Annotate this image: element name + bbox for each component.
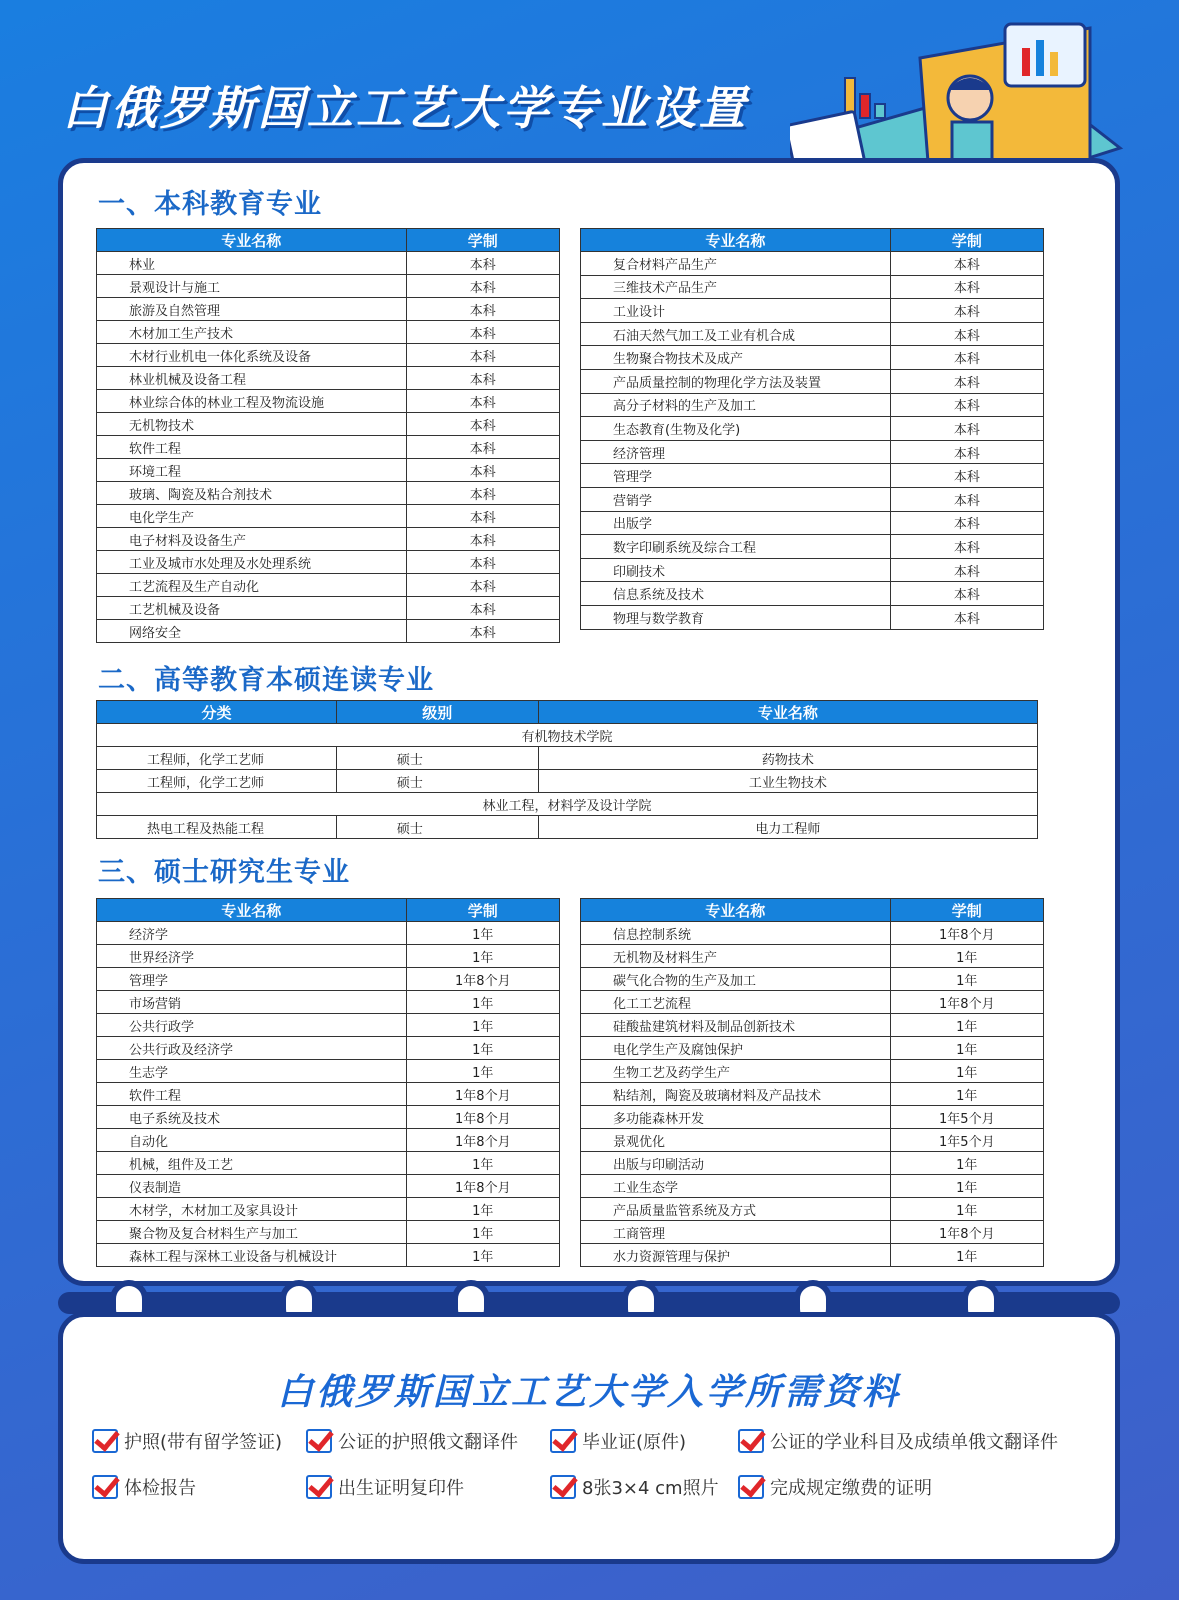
duration-cell: 本科 [890,582,1043,606]
major-name-cell: 三维技术产品生产 [581,275,891,299]
doc-label: 护照(带有留学签证) [124,1432,283,1453]
section-title-master: 三、硕士研究生专业 [98,857,350,888]
duration-cell: 1年 [890,945,1043,968]
table-row [581,1198,1044,1221]
duration-cell: 1年8个月 [406,1083,559,1106]
duration-cell: 1年8个月 [406,1129,559,1152]
table-row [97,1083,560,1106]
col-header-major: 专业名称 [581,229,891,252]
doc-label: 体检报告 [124,1478,196,1499]
major-name-cell: 景观设计与施工 [97,275,407,298]
major-name-cell: 生态教育(生物及化学) [581,417,891,441]
major-name-cell: 机械，组件及工艺 [97,1152,407,1175]
table-row [97,1014,560,1037]
major-cell: 工业生物技术 [538,770,1037,793]
table-row [581,440,1044,464]
major-name-cell: 复合材料产品生产 [581,252,891,276]
duration-cell: 1年 [406,945,559,968]
major-cell: 药物技术 [538,747,1037,770]
duration-cell: 本科 [890,346,1043,370]
duration-cell: 本科 [406,321,559,344]
table-row [97,991,560,1014]
duration-cell: 1年 [406,991,559,1014]
duration-cell: 本科 [890,558,1043,582]
check-icon [92,1475,118,1499]
table-row [97,482,560,505]
duration-cell: 本科 [890,605,1043,629]
duration-cell: 本科 [406,275,559,298]
table-row [97,1106,560,1129]
bachelor-table-right [580,228,1044,630]
major-name-cell: 信息控制系统 [581,922,891,945]
table-row [97,816,1038,839]
check-icon [306,1429,332,1453]
major-name-cell: 世界经济学 [97,945,407,968]
duration-cell: 1年 [406,1221,559,1244]
duration-cell: 本科 [890,511,1043,535]
major-name-cell: 硅酸盐建筑材料及制品创新技术 [581,1014,891,1037]
doc-label: 公证的学业科目及成绩单俄文翻译件 [770,1432,1058,1453]
duration-cell: 1年 [406,1244,559,1267]
duration-cell: 1年 [406,1152,559,1175]
col-header-major: 专业名称 [581,899,891,922]
major-name-cell: 林业机械及设备工程 [97,367,407,390]
major-name-cell: 软件工程 [97,1083,407,1106]
table-row [97,747,1038,770]
duration-cell: 1年 [890,1037,1043,1060]
table-row [97,321,560,344]
major-name-cell: 软件工程 [97,436,407,459]
major-name-cell: 碳气化合物的生产及加工 [581,968,891,991]
duration-cell: 1年8个月 [406,968,559,991]
duration-cell: 本科 [406,574,559,597]
table-row [97,505,560,528]
col-header-level: 级别 [336,701,538,724]
col-header-category: 分类 [97,701,337,724]
col-header-duration: 学制 [890,899,1043,922]
table-row [97,275,560,298]
duration-cell: 1年5个月 [890,1129,1043,1152]
major-name-cell: 产品质量控制的物理化学方法及装置 [581,369,891,393]
doc-item [738,1428,1058,1454]
table-row [581,945,1044,968]
duration-cell: 本科 [406,597,559,620]
table-row [581,1129,1044,1152]
table-row [97,1221,560,1244]
table-row [581,393,1044,417]
table-row [581,968,1044,991]
major-name-cell: 电化学生产 [97,505,407,528]
table-row [97,793,1038,816]
col-header-major: 专业名称 [97,229,407,252]
duration-cell: 1年 [890,1083,1043,1106]
duration-cell: 本科 [406,436,559,459]
major-name-cell: 自动化 [97,1129,407,1152]
table-row [97,597,560,620]
integrated-table [96,700,1038,839]
duration-cell: 本科 [890,252,1043,276]
major-name-cell: 旅游及自然管理 [97,298,407,321]
major-name-cell: 木材行业机电一体化系统及设备 [97,344,407,367]
duration-cell: 本科 [406,344,559,367]
major-name-cell: 环境工程 [97,459,407,482]
table-row [97,1037,560,1060]
check-icon [738,1475,764,1499]
col-header-duration: 学制 [890,229,1043,252]
level-cell: 硕士 [336,816,538,839]
major-name-cell: 化工工艺流程 [581,991,891,1014]
col-header-duration: 学制 [406,229,559,252]
check-icon [550,1475,576,1499]
table-row [97,344,560,367]
major-name-cell: 工业及城市水处理及水处理系统 [97,551,407,574]
major-name-cell: 林业 [97,252,407,275]
table-row [581,346,1044,370]
major-name-cell: 管理学 [97,968,407,991]
table-row [581,275,1044,299]
table-row [97,459,560,482]
duration-cell: 1年 [406,1198,559,1221]
table-row [581,464,1044,488]
table-row [581,1083,1044,1106]
doc-item [92,1428,282,1454]
major-name-cell: 数字印刷系统及综合工程 [581,535,891,559]
table-row [581,299,1044,323]
major-name-cell: 物理与数学教育 [581,605,891,629]
level-cell: 硕士 [336,747,538,770]
duration-cell: 1年 [890,1198,1043,1221]
major-name-cell: 石油天然气加工及工业有机合成 [581,322,891,346]
table-row [581,1037,1044,1060]
duration-cell: 1年8个月 [406,1175,559,1198]
table-row [581,991,1044,1014]
col-header-duration: 学制 [406,899,559,922]
doc-item [550,1428,686,1454]
table-row [97,724,1038,747]
faculty-group: 林业工程，材料学及设计学院 [97,793,1038,816]
major-name-cell: 公共行政及经济学 [97,1037,407,1060]
category-cell: 工程师，化学工艺师 [97,747,337,770]
major-cell: 电力工程师 [538,816,1037,839]
table-row [581,1152,1044,1175]
major-name-cell: 经济管理 [581,440,891,464]
duration-cell: 1年 [890,1175,1043,1198]
table-row [97,1060,560,1083]
duration-cell: 本科 [890,393,1043,417]
table-row [97,1244,560,1267]
major-name-cell: 工业生态学 [581,1175,891,1198]
major-name-cell: 市场营销 [97,991,407,1014]
major-name-cell: 高分子材料的生产及加工 [581,393,891,417]
doc-item [306,1428,518,1454]
major-name-cell: 生志学 [97,1060,407,1083]
major-name-cell: 聚合物及复合材料生产与加工 [97,1221,407,1244]
table-row [97,252,560,275]
duration-cell: 1年 [890,1244,1043,1267]
duration-cell: 1年 [890,1014,1043,1037]
table-row [581,558,1044,582]
table-row [97,436,560,459]
major-name-cell: 木材学，木材加工及家具设计 [97,1198,407,1221]
major-name-cell: 仪表制造 [97,1175,407,1198]
major-name-cell: 网络安全 [97,620,407,643]
major-name-cell: 经济学 [97,922,407,945]
major-name-cell: 多功能森林开发 [581,1106,891,1129]
duration-cell: 本科 [406,413,559,436]
bachelor-table-left [96,228,560,643]
major-name-cell: 出版学 [581,511,891,535]
major-name-cell: 玻璃、陶瓷及粘合剂技术 [97,482,407,505]
duration-cell: 本科 [406,298,559,321]
doc-item [92,1474,196,1500]
duration-cell: 1年 [890,1060,1043,1083]
duration-cell: 本科 [406,367,559,390]
table-row [97,574,560,597]
master-table-left [96,898,560,1267]
table-row [581,1244,1044,1267]
table-row [581,487,1044,511]
table-row [97,1198,560,1221]
duration-cell: 1年 [406,1037,559,1060]
major-name-cell: 出版与印刷活动 [581,1152,891,1175]
major-name-cell: 电子材料及设备生产 [97,528,407,551]
table-row [581,582,1044,606]
check-icon [92,1429,118,1453]
table-row [97,968,560,991]
major-name-cell: 电子系统及技术 [97,1106,407,1129]
page-title: 白俄罗斯国立工艺大学专业设置 [62,81,748,135]
duration-cell: 本科 [406,390,559,413]
table-row [97,551,560,574]
table-row [581,605,1044,629]
faculty-group: 有机物技术学院 [97,724,1038,747]
table-row [97,413,560,436]
duration-cell: 本科 [406,252,559,275]
duration-cell: 本科 [406,551,559,574]
duration-cell: 1年8个月 [890,1221,1043,1244]
duration-cell: 本科 [406,528,559,551]
major-name-cell: 无机物及材料生产 [581,945,891,968]
category-cell: 工程师，化学工艺师 [97,770,337,793]
doc-label: 公证的护照俄文翻译件 [338,1432,518,1453]
table-row [581,369,1044,393]
check-icon [738,1429,764,1453]
duration-cell: 本科 [890,440,1043,464]
table-row [97,922,560,945]
table-row [581,1221,1044,1244]
major-name-cell: 营销学 [581,487,891,511]
major-name-cell: 景观优化 [581,1129,891,1152]
major-name-cell: 水力资源管理与保护 [581,1244,891,1267]
major-name-cell: 无机物技术 [97,413,407,436]
duration-cell: 本科 [406,505,559,528]
master-table-right [580,898,1044,1267]
table-row [97,945,560,968]
table-row [97,770,1038,793]
documents-title: 白俄罗斯国立工艺大学入学所需资料 [276,1372,901,1413]
major-name-cell: 工商管理 [581,1221,891,1244]
table-row [581,417,1044,441]
category-cell: 热电工程及热能工程 [97,816,337,839]
table-row [97,298,560,321]
major-name-cell: 工艺流程及生产自动化 [97,574,407,597]
table-row [581,322,1044,346]
duration-cell: 本科 [890,464,1043,488]
table-row [581,1014,1044,1037]
check-icon [306,1475,332,1499]
table-row [581,511,1044,535]
doc-label: 8张3×4 cm照片 [582,1478,719,1499]
major-name-cell: 生物工艺及药学生产 [581,1060,891,1083]
table-row [581,1106,1044,1129]
duration-cell: 本科 [890,322,1043,346]
doc-item [306,1474,464,1500]
table-row [97,390,560,413]
doc-item [738,1474,932,1500]
table-row [581,1060,1044,1083]
section-title-bachelor: 一、本科教育专业 [98,189,322,220]
table-row [97,1175,560,1198]
major-name-cell: 印刷技术 [581,558,891,582]
duration-cell: 1年 [406,922,559,945]
doc-label: 毕业证(原件) [582,1432,687,1453]
major-name-cell: 粘结剂，陶瓷及玻璃材料及产品技术 [581,1083,891,1106]
duration-cell: 1年5个月 [890,1106,1043,1129]
level-cell: 硕士 [336,770,538,793]
major-name-cell: 信息系统及技术 [581,582,891,606]
table-row [97,367,560,390]
table-row [97,620,560,643]
major-name-cell: 工业设计 [581,299,891,323]
duration-cell: 1年8个月 [890,991,1043,1014]
major-name-cell: 森林工程与深林工业设备与机械设计 [97,1244,407,1267]
doc-label: 出生证明复印件 [338,1478,464,1499]
major-name-cell: 林业综合体的林业工程及物流设施 [97,390,407,413]
duration-cell: 本科 [890,299,1043,323]
major-name-cell: 木材加工生产技术 [97,321,407,344]
table-row [97,1152,560,1175]
duration-cell: 本科 [890,369,1043,393]
section-title-integrated: 二、高等教育本硕连读专业 [98,665,434,696]
table-row [581,1175,1044,1198]
major-name-cell: 电化学生产及腐蚀保护 [581,1037,891,1060]
duration-cell: 本科 [890,535,1043,559]
table-row [581,252,1044,276]
duration-cell: 1年 [406,1014,559,1037]
table-row [97,1129,560,1152]
duration-cell: 本科 [406,620,559,643]
doc-label: 完成规定缴费的证明 [770,1478,932,1499]
doc-item [550,1474,719,1500]
major-name-cell: 产品质量监管系统及方式 [581,1198,891,1221]
duration-cell: 本科 [890,487,1043,511]
duration-cell: 1年 [890,968,1043,991]
duration-cell: 1年 [890,1152,1043,1175]
col-header-major: 专业名称 [538,701,1037,724]
table-row [97,528,560,551]
duration-cell: 本科 [406,459,559,482]
table-row [581,535,1044,559]
major-name-cell: 工艺机械及设备 [97,597,407,620]
table-row [581,922,1044,945]
duration-cell: 本科 [890,417,1043,441]
major-name-cell: 公共行政学 [97,1014,407,1037]
duration-cell: 1年8个月 [406,1106,559,1129]
duration-cell: 1年8个月 [890,922,1043,945]
duration-cell: 本科 [890,275,1043,299]
col-header-major: 专业名称 [97,899,407,922]
major-name-cell: 生物聚合物技术及成产 [581,346,891,370]
duration-cell: 1年 [406,1060,559,1083]
duration-cell: 本科 [406,482,559,505]
major-name-cell: 管理学 [581,464,891,488]
check-icon [550,1429,576,1453]
